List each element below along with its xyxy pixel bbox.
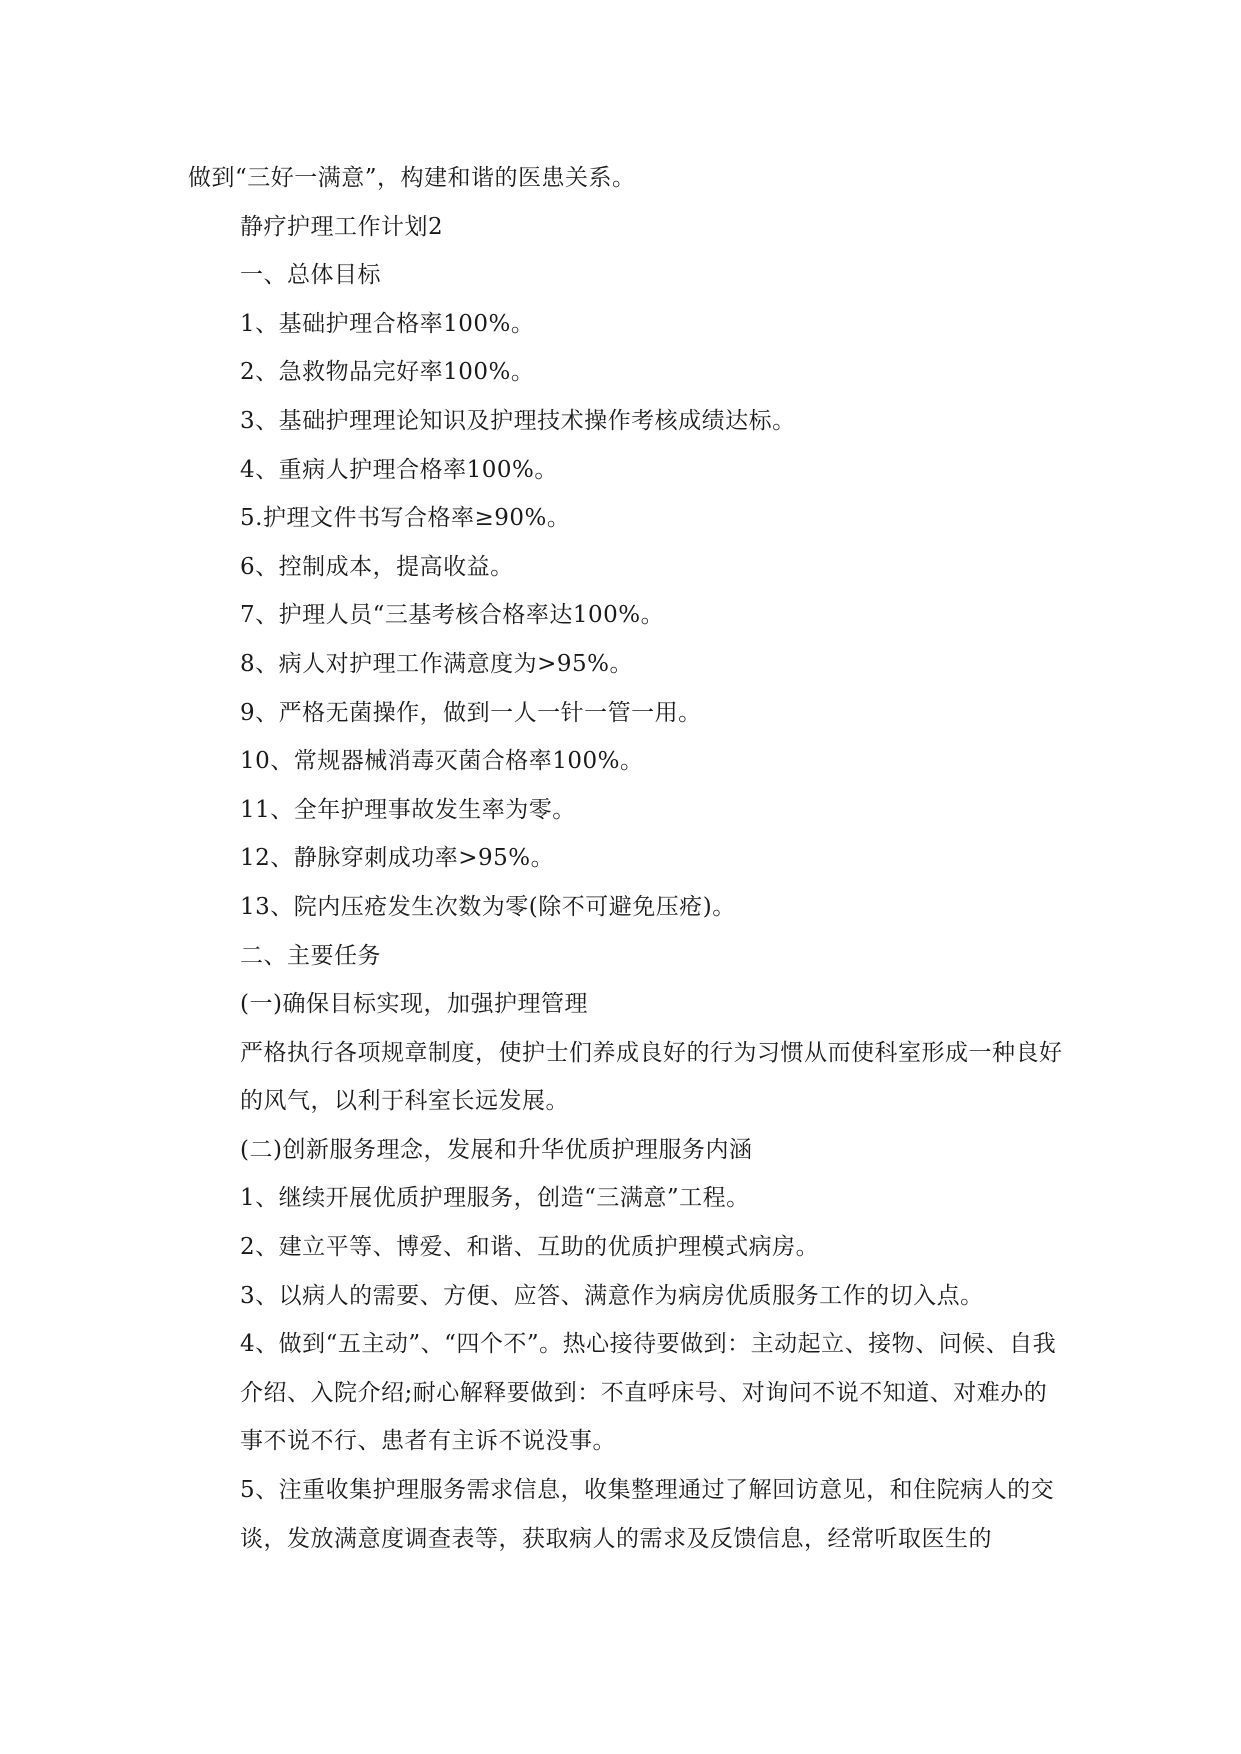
list-item: 7、护理人员“三基考核合格率达100%。: [240, 602, 665, 629]
heading-main-tasks: 二、主要任务: [240, 942, 381, 969]
section-title: 静疗护理工作计划2: [240, 213, 444, 240]
list-item: 11、全年护理事故发生率为零。: [240, 796, 576, 823]
list-item: 1、继续开展优质护理服务，创造“三满意”工程。: [240, 1185, 750, 1212]
list-item: 12、静脉穿刺成功率>95%。: [240, 845, 555, 872]
list-item: 10、常规器械消毒灭菌合格率100%。: [240, 748, 644, 775]
list-item: 2、急救物品完好率100%。: [240, 359, 535, 386]
heading-overall-goals: 一、总体目标: [240, 262, 381, 289]
list-item: 5.护理文件书写合格率≥90%。: [240, 505, 571, 532]
list-item: 6、控制成本，提高收益。: [240, 553, 514, 580]
paragraph: 严格执行各项规章制度，使护士们养成良好的行为习惯从而使科室形成一种良好的风气，以利于科室长远发展。: [240, 1039, 1063, 1115]
list-item: 9、严格无菌操作，做到一人一针一管一用。: [240, 699, 702, 726]
list-item: 2、建立平等、博爱、和谐、互助的优质护理模式病房。: [240, 1234, 820, 1261]
list-item: 3、基础护理理论知识及护理技术操作考核成绩达标。: [240, 407, 796, 434]
list-item: 8、病人对护理工作满意度为>95%。: [240, 650, 634, 677]
list-item: 4、做到“五主动”、“四个不”。热心接待要做到：主动起立、接物、问候、自我介绍、入院介绍;耐心解释要做到：不直呼床号、对询问不说不知道、对难办的事不说不行、患者有主诉不说没事。: [240, 1331, 1057, 1455]
document-body: [188, 154, 1068, 1563]
subheading: (二)创新服务理念，发展和升华优质护理服务内涵: [240, 1136, 753, 1163]
list-item: 4、重病人护理合格率100%。: [240, 456, 558, 483]
list-item: 5、注重收集护理服务需求信息，收集整理通过了解回访意见，和住院病人的交谈，发放满意度调查表等，获取病人的需求及反馈信息，经常听取医生的: [240, 1477, 1055, 1552]
paragraph: 做到“三好一满意”，构建和谐的医患关系。: [188, 165, 636, 191]
list-item: 1、基础护理合格率100%。: [240, 310, 535, 337]
list-item: 13、院内压疮发生次数为零(除不可避免压疮)。: [240, 893, 736, 920]
list-item: 3、以病人的需要、方便、应答、满意作为病房优质服务工作的切入点。: [240, 1282, 984, 1309]
subheading: (一)确保目标实现，加强护理管理: [240, 991, 588, 1018]
